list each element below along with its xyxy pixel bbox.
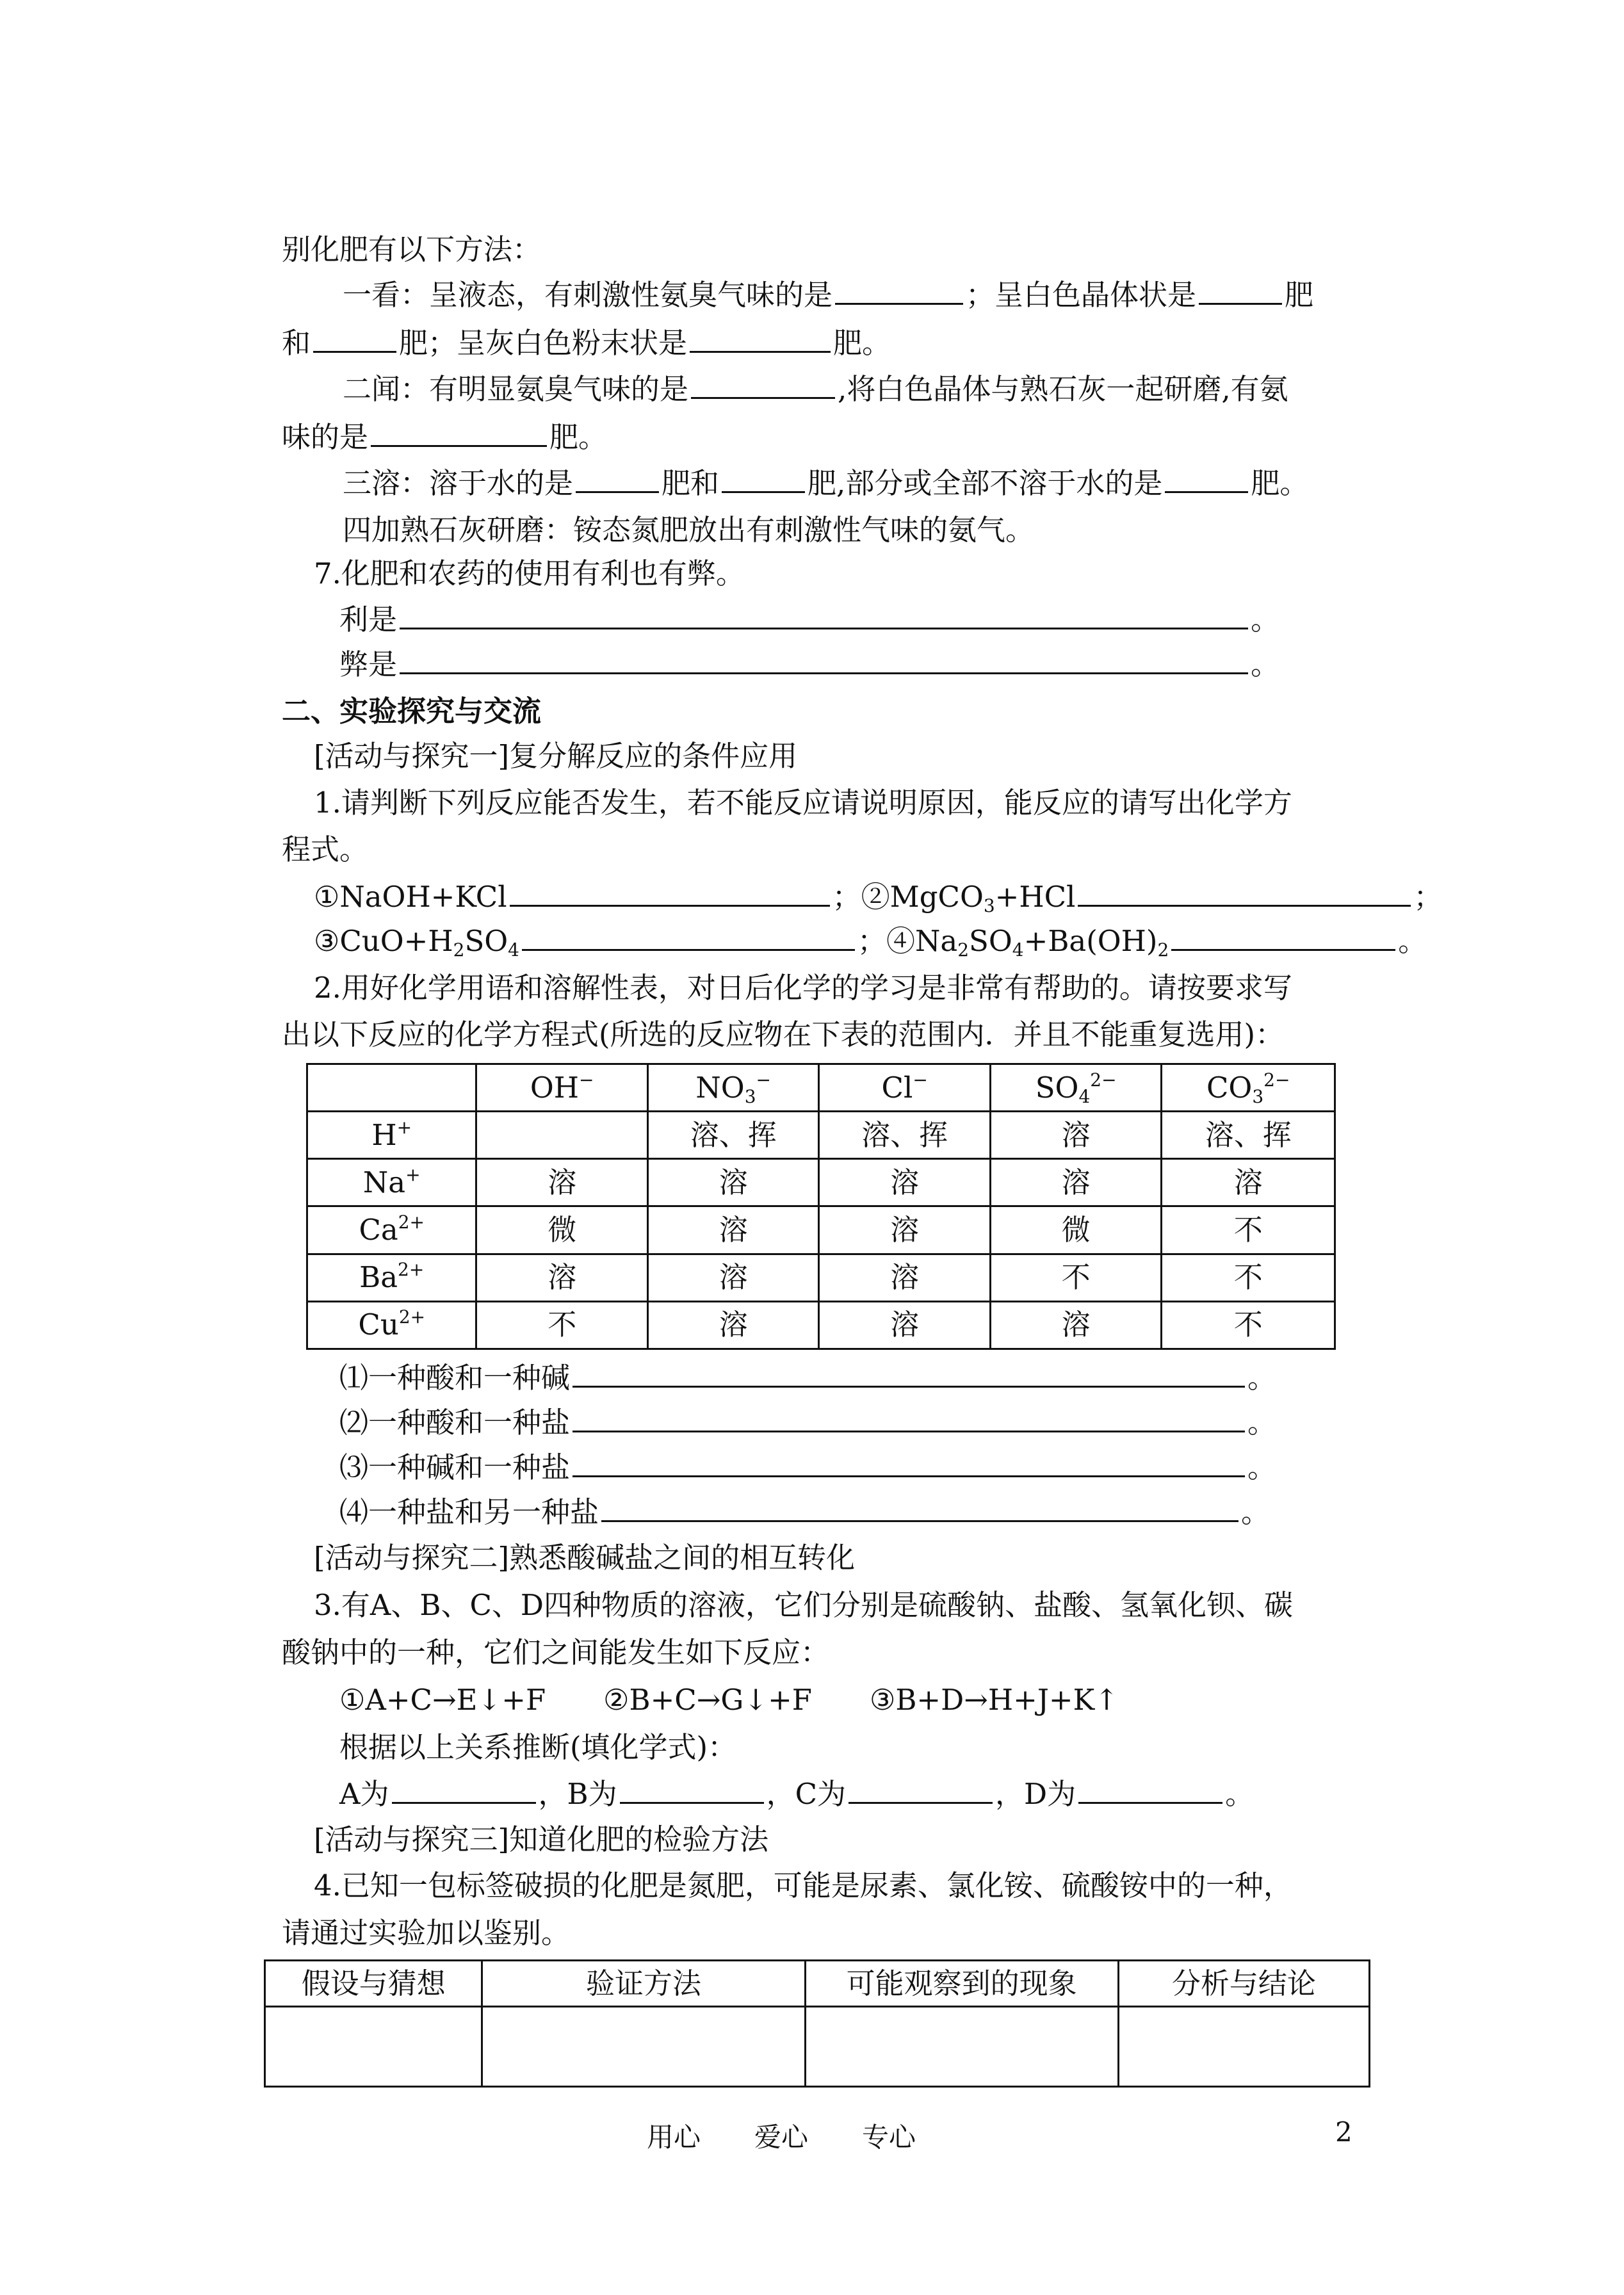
blank[interactable] — [400, 647, 1248, 674]
reaction-line-1: ①NaOH+KCl ；②MgCO$_3$+HCl ； — [314, 880, 1443, 916]
anion-header: $CO_3^{2-}$ — [1162, 1064, 1335, 1112]
corner-cell — [307, 1064, 476, 1112]
solubility-cell: 溶 — [647, 1206, 819, 1254]
cation-cell: $Cu^{2+}$ — [307, 1301, 476, 1349]
cation-cell: H+ — [307, 1112, 476, 1159]
table-row — [307, 1159, 1335, 1206]
reaction-line-2: $③CuO+H_2SO_4$ ；$④Na_2SO_4+Ba(OH)_2$ 。 — [314, 924, 1427, 961]
activity-2-title: [活动与探究二]熟悉酸碱盐之间的相互转化 — [314, 1541, 856, 1575]
reaction-prompt-4: ⑷一种盐和另一种盐 。 — [339, 1495, 1271, 1529]
blank[interactable] — [849, 1776, 993, 1804]
table-header-row — [265, 1961, 1370, 2007]
q3-infer: 根据以上关系推断(填化学式)： — [339, 1730, 737, 1764]
solubility-cell: 不 — [990, 1254, 1162, 1301]
blank[interactable] — [371, 419, 547, 447]
solubility-cell: 不 — [1162, 1254, 1335, 1301]
solubility-cell: 溶、挥 — [1162, 1112, 1335, 1159]
blank[interactable] — [313, 325, 396, 353]
cation-cell: $Ca^{2+}$ — [307, 1206, 476, 1254]
column-header: 验证方法 — [482, 1961, 805, 2007]
anion-header: $NO_3^-$ — [647, 1064, 819, 1112]
blank[interactable] — [392, 1776, 536, 1804]
solubility-cell: 溶、挥 — [819, 1112, 990, 1159]
solubility-cell: 不 — [476, 1301, 647, 1349]
q4-line-1: 4.已知一包标签破损的化肥是氮肥，可能是尿素、氯化铵、硫酸铵中的一种， — [314, 1869, 1292, 1902]
solubility-cell: 溶 — [476, 1254, 647, 1301]
q1-line-2: 程式。 — [282, 832, 369, 866]
solubility-cell: 溶 — [647, 1301, 819, 1349]
solubility-cell: 溶 — [819, 1301, 990, 1349]
solubility-cell: 溶 — [990, 1301, 1162, 1349]
section-heading: 二、实验探究与交流 — [282, 694, 542, 728]
table-row — [307, 1301, 1335, 1349]
smell-line-1: 二闻：有明显氨臭气味的是 ,将白色晶体与熟石灰一起研磨,有氨 — [343, 372, 1288, 406]
solubility-cell: 溶 — [647, 1254, 819, 1301]
blank[interactable] — [1165, 466, 1248, 493]
blank[interactable] — [620, 1776, 764, 1804]
solubility-cell — [476, 1112, 647, 1159]
solubility-cell: 不 — [1162, 1301, 1335, 1349]
smell-line-2: 味的是 肥。 — [282, 420, 608, 454]
blank[interactable] — [1078, 1776, 1222, 1804]
table-row — [265, 2007, 1370, 2087]
solubility-table — [306, 1063, 1336, 1350]
q2-line-1: 2.用好化学用语和溶解性表，对日后化学的学习是非常有帮助的。请按要求写 — [314, 971, 1292, 1005]
blank[interactable] — [1199, 277, 1282, 305]
solubility-cell: 溶 — [476, 1159, 647, 1206]
solubility-cell: 溶、挥 — [647, 1112, 819, 1159]
anion-header: Cl− — [819, 1064, 990, 1112]
footer-motto: 用心 爱心 专心 — [647, 2121, 916, 2153]
q7-title: 7.化肥和农药的使用有利也有弊。 — [314, 556, 745, 590]
table-header-row — [307, 1064, 1335, 1112]
look-line-1: 一看：呈液态，有刺激性氨臭气味的是 ；呈白色晶体状是 肥 — [343, 278, 1314, 312]
anion-header: $SO_4^{2-}$ — [990, 1064, 1162, 1112]
reaction-prompt-1: ⑴一种酸和一种碱 。 — [339, 1361, 1277, 1395]
table-row — [307, 1112, 1335, 1159]
column-header: 可能观察到的现象 — [805, 1961, 1118, 2007]
solubility-cell: 溶 — [1162, 1159, 1335, 1206]
q4-line-2: 请通过实验加以鉴别。 — [282, 1916, 571, 1950]
look-line-2: 和 肥；呈灰白色粉末状是 肥。 — [282, 326, 891, 360]
solubility-cell: 溶 — [819, 1254, 990, 1301]
solubility-cell: 溶 — [990, 1159, 1162, 1206]
activity-3-title: [活动与探究三]知道化肥的检验方法 — [314, 1822, 769, 1856]
solubility-cell: 溶 — [647, 1159, 819, 1206]
solubility-cell: 微 — [476, 1206, 647, 1254]
blank[interactable] — [1171, 923, 1395, 951]
q3-answer-line: A为 ，B为 ，C为 ，D为 。 — [339, 1777, 1255, 1811]
blank[interactable] — [522, 923, 855, 951]
q3-line-2: 酸钠中的一种，它们之间能发生如下反应： — [282, 1635, 830, 1669]
reaction-prompt-2: ⑵一种酸和一种盐 。 — [339, 1406, 1277, 1439]
blank[interactable] — [601, 1495, 1238, 1522]
anion-header: OH− — [476, 1064, 647, 1112]
blank[interactable] — [691, 371, 835, 399]
intro-line: 别化肥有以下方法： — [282, 232, 542, 266]
solubility-cell: 溶 — [990, 1112, 1162, 1159]
blank[interactable] — [722, 466, 805, 493]
blank[interactable] — [690, 325, 831, 353]
q3-equations: ①A+C→E↓+F ②B+C→G↓+F ③B+D→H+J+K↑ — [339, 1683, 1119, 1717]
blank[interactable] — [1078, 879, 1411, 907]
column-header: 分析与结论 — [1118, 1961, 1369, 2007]
q2-line-2: 出以下反应的化学方程式(所选的反应物在下表的范围内．并且不能重复选用)： — [282, 1018, 1285, 1051]
blank[interactable] — [576, 466, 659, 493]
table-row — [307, 1206, 1335, 1254]
experiment-table — [264, 1959, 1370, 2088]
blank[interactable] — [572, 1450, 1245, 1477]
blank[interactable] — [572, 1360, 1245, 1388]
cation-cell: Na+ — [307, 1159, 476, 1206]
solubility-cell: 微 — [990, 1206, 1162, 1254]
column-header: 假设与猜想 — [265, 1961, 482, 2007]
solubility-cell: 溶 — [819, 1159, 990, 1206]
dissolve-line: 三溶：溶于水的是 肥和 肥,部分或全部不溶于水的是 肥。 — [343, 466, 1309, 500]
answer-cell[interactable] — [1118, 2007, 1369, 2087]
answer-cell[interactable] — [805, 2007, 1118, 2087]
blank[interactable] — [510, 879, 830, 907]
q7-pro-line: 利是 。 — [339, 603, 1280, 637]
table-row — [307, 1254, 1335, 1301]
solubility-cell: 溶 — [819, 1206, 990, 1254]
activity-1-title: [活动与探究一]复分解反应的条件应用 — [314, 739, 798, 773]
q1-line-1: 1.请判断下列反应能否发生，若不能反应请说明原因，能反应的请写出化学方 — [314, 786, 1292, 820]
blank[interactable] — [835, 277, 963, 305]
answer-cell[interactable] — [482, 2007, 805, 2087]
page-number: 2 — [1335, 2116, 1352, 2148]
solubility-cell: 不 — [1162, 1206, 1335, 1254]
blank[interactable] — [572, 1405, 1245, 1432]
blank[interactable] — [400, 602, 1248, 629]
q7-con-line: 弊是 。 — [339, 647, 1280, 681]
reaction-prompt-3: ⑶一种碱和一种盐 。 — [339, 1450, 1277, 1484]
answer-cell[interactable] — [265, 2007, 482, 2087]
q3-line-1: 3.有A、B、C、D四种物质的溶液，它们分别是硫酸钠、盐酸、氢氧化钡、碳 — [314, 1588, 1294, 1622]
grind-line: 四加熟石灰研磨：铵态氮肥放出有刺激性气味的氨气。 — [343, 513, 1035, 547]
cation-cell: $Ba^{2+}$ — [307, 1254, 476, 1301]
